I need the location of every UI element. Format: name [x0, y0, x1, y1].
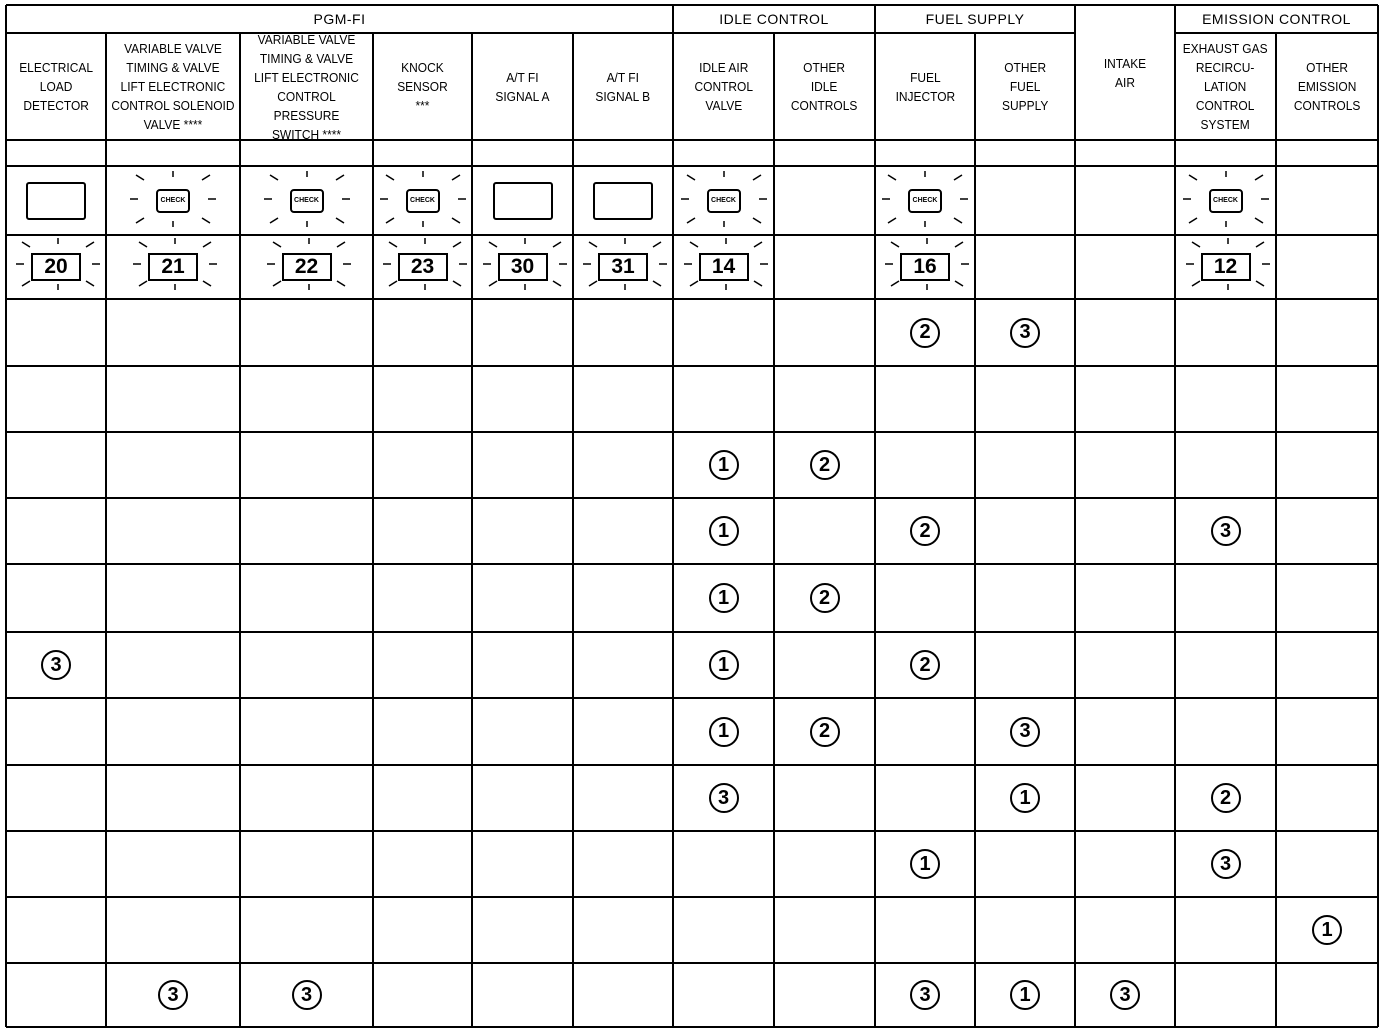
- priority-marker: [1211, 516, 1241, 546]
- mil-cell: [6, 166, 106, 235]
- blink-code-box: [498, 253, 548, 281]
- mil-cell: [1276, 166, 1378, 235]
- priority-marker: [910, 318, 940, 348]
- priority-marker: [1010, 783, 1040, 813]
- priority-number: 1: [919, 852, 931, 875]
- priority-cell: [673, 564, 774, 632]
- priority-marker: [910, 650, 940, 680]
- priority-marker: [910, 980, 940, 1010]
- column-title: IDLE AIR CONTROL VALVE: [694, 60, 753, 113]
- check-label: CHECK: [410, 197, 435, 204]
- blink-code-number: 22: [294, 255, 319, 278]
- code-cell: [6, 235, 106, 299]
- column-header: [673, 33, 774, 140]
- blink-code-box: [282, 253, 332, 281]
- priority-cell: [240, 963, 373, 1027]
- priority-marker: [1211, 783, 1241, 813]
- mil-cell: [875, 166, 975, 235]
- mil-cell: [1075, 166, 1175, 235]
- code-cell: [1075, 235, 1175, 299]
- priority-marker: [1211, 849, 1241, 879]
- priority-cell: [1175, 831, 1276, 897]
- priority-cell: [106, 963, 240, 1027]
- priority-cell: [875, 831, 975, 897]
- grid-line: [6, 365, 1378, 367]
- priority-number: 2: [919, 653, 931, 676]
- priority-marker: [810, 450, 840, 480]
- grid-line: [5, 5, 7, 1027]
- mil-cell: [1175, 166, 1276, 235]
- priority-number: 2: [919, 321, 931, 343]
- priority-number: 1: [717, 519, 730, 542]
- priority-cell: [1175, 765, 1276, 831]
- column-title: OTHER EMISSION CONTROLS: [1293, 60, 1361, 113]
- priority-marker: [1010, 980, 1040, 1010]
- priority-number: 3: [1219, 519, 1232, 542]
- mil-cell: [373, 166, 472, 235]
- code-cell: [573, 235, 673, 299]
- mil-cell: [573, 166, 673, 235]
- column-title: FUEL INJECTOR: [895, 69, 955, 104]
- blink-code-box: [699, 253, 749, 281]
- column-title: OTHER IDLE CONTROLS: [791, 60, 858, 113]
- code-cell: [373, 235, 472, 299]
- priority-number: 2: [919, 519, 931, 542]
- blink-code-box: [1201, 253, 1251, 281]
- code-cell: [1175, 235, 1276, 299]
- blink-code-number: 31: [611, 255, 635, 278]
- priority-cell: [673, 432, 774, 498]
- blink-code-number: 21: [161, 255, 185, 278]
- priority-cell: [1276, 897, 1378, 963]
- priority-cell: [975, 698, 1075, 765]
- blink-code-number: 12: [1213, 255, 1238, 278]
- blink-code-number: 23: [410, 255, 435, 278]
- check-engine-icon: [278, 185, 336, 217]
- priority-number: 2: [818, 720, 831, 742]
- column-title: ELECTRICAL LOAD DETECTOR: [19, 60, 93, 113]
- column-header: [875, 33, 975, 140]
- check-engine-icon: [1197, 185, 1255, 217]
- check-label: CHECK: [160, 197, 186, 204]
- priority-marker: [709, 583, 739, 613]
- column-title: A/T FI SIGNAL B: [595, 69, 651, 104]
- column-header: [573, 33, 673, 140]
- code-cell: [106, 235, 240, 299]
- priority-marker: [709, 650, 739, 680]
- group-header-emis: EMISSION CONTROL: [1202, 11, 1351, 27]
- code-cell: [975, 235, 1075, 299]
- column-title: KNOCK SENSOR ***: [397, 60, 448, 113]
- priority-marker: [910, 516, 940, 546]
- blink-code-number: 20: [44, 255, 68, 278]
- engine-outline-icon: [707, 189, 741, 213]
- code-cell: [673, 235, 774, 299]
- priority-marker: [709, 717, 739, 747]
- priority-cell: [774, 698, 875, 765]
- code-cell: [240, 235, 373, 299]
- priority-marker: [1010, 717, 1040, 747]
- priority-number: 3: [919, 983, 931, 1006]
- column-header: [1276, 33, 1378, 140]
- priority-number: 3: [1019, 720, 1031, 742]
- column-title: VARIABLE VALVE TIMING & VALVE LIFT ELECTRONIC CONTROL SOLENOID VALVE ****: [111, 41, 235, 132]
- column-header: [240, 33, 373, 140]
- check-label: CHECK: [711, 197, 736, 204]
- engine-outline-icon: [156, 189, 190, 213]
- priority-cell: [673, 698, 774, 765]
- group-header-fuel: FUEL SUPPLY: [925, 11, 1025, 27]
- column-header: [6, 33, 106, 140]
- priority-cell: [673, 632, 774, 698]
- group-header-pgm: PGM-FI: [313, 11, 366, 27]
- priority-number: 1: [717, 653, 730, 676]
- blink-code-box: [598, 253, 648, 281]
- priority-number: 1: [1019, 786, 1031, 809]
- priority-cell: [1175, 498, 1276, 564]
- priority-cell: [875, 498, 975, 564]
- check-label: CHECK: [1213, 197, 1238, 204]
- priority-marker: [292, 980, 322, 1010]
- priority-number: 2: [1219, 786, 1232, 809]
- mil-cell: [240, 166, 373, 235]
- priority-cell: [6, 632, 106, 698]
- engine-outline-icon: [908, 189, 942, 213]
- column-header: [1175, 33, 1276, 140]
- check-label: CHECK: [912, 197, 938, 204]
- priority-number: 1: [717, 720, 730, 742]
- blink-code-number: 14: [711, 255, 736, 278]
- engine-outline-icon: [290, 189, 324, 213]
- priority-number: 1: [717, 586, 730, 609]
- priority-number: 3: [300, 983, 313, 1006]
- column-header: [975, 33, 1075, 140]
- priority-cell: [774, 564, 875, 632]
- check-label: CHECK: [294, 197, 319, 204]
- check-engine-icon: [896, 185, 954, 217]
- priority-marker: [709, 450, 739, 480]
- priority-number: 3: [1119, 983, 1131, 1006]
- priority-number: 3: [717, 786, 730, 809]
- priority-cell: [975, 299, 1075, 366]
- column-title: OTHER FUEL SUPPLY: [1001, 60, 1049, 113]
- priority-marker: [1110, 980, 1140, 1010]
- column-header: [774, 33, 875, 140]
- grid-line: [1377, 5, 1379, 1027]
- mil-off-box-icon: [493, 182, 553, 220]
- priority-marker: [709, 516, 739, 546]
- priority-marker: [709, 783, 739, 813]
- priority-cell: [875, 963, 975, 1027]
- column-header: [106, 33, 240, 140]
- column-title: A/T FI SIGNAL A: [495, 69, 550, 104]
- mil-cell: [106, 166, 240, 235]
- mil-cell: [673, 166, 774, 235]
- check-engine-icon: [695, 185, 753, 217]
- code-cell: [1276, 235, 1378, 299]
- mil-off-box-icon: [593, 182, 653, 220]
- priority-cell: [975, 765, 1075, 831]
- grid-line: [6, 896, 1378, 898]
- priority-number: 2: [818, 586, 831, 609]
- priority-cell: [673, 765, 774, 831]
- column-header: [373, 33, 472, 140]
- priority-number: 1: [717, 453, 730, 476]
- code-cell: [472, 235, 573, 299]
- priority-cell: [875, 299, 975, 366]
- blink-code-number: 16: [913, 255, 937, 278]
- check-engine-icon: [144, 185, 202, 217]
- priority-cell: [1075, 963, 1175, 1027]
- priority-marker: [158, 980, 188, 1010]
- mil-cell: [774, 166, 875, 235]
- priority-cell: [875, 632, 975, 698]
- priority-number: 3: [167, 983, 179, 1006]
- group-header-idle: IDLE CONTROL: [719, 11, 829, 27]
- mil-cell: [472, 166, 573, 235]
- column-header: [1075, 5, 1175, 140]
- column-title: EXHAUST GAS RECIRCU- LATION CONTROL SYSTEM: [1183, 41, 1268, 132]
- mil-off-box-icon: [26, 182, 86, 220]
- priority-cell: [975, 963, 1075, 1027]
- check-engine-icon: [394, 185, 452, 217]
- priority-number: 3: [50, 653, 62, 676]
- blink-code-number: 30: [510, 255, 535, 278]
- blink-code-box: [900, 253, 950, 281]
- blink-code-box: [148, 253, 198, 281]
- code-cell: [875, 235, 975, 299]
- code-cell: [774, 235, 875, 299]
- priority-number: 2: [818, 453, 831, 476]
- priority-cell: [673, 498, 774, 564]
- priority-marker: [810, 583, 840, 613]
- priority-number: 3: [1219, 852, 1232, 875]
- engine-outline-icon: [1209, 189, 1243, 213]
- priority-cell: [774, 432, 875, 498]
- column-header: [472, 33, 573, 140]
- priority-number: 1: [1321, 918, 1333, 941]
- priority-marker: [810, 717, 840, 747]
- priority-marker: [1312, 915, 1342, 945]
- blink-code-box: [31, 253, 81, 281]
- priority-marker: [910, 849, 940, 879]
- priority-marker: [1010, 318, 1040, 348]
- column-title: INTAKE AIR: [1103, 55, 1147, 90]
- mil-cell: [975, 166, 1075, 235]
- priority-number: 1: [1019, 983, 1031, 1006]
- column-title: VARIABLE VALVE TIMING & VALVE LIFT ELECTRONIC CONTROL PRESSURE SWITCH ****: [254, 31, 359, 142]
- blink-code-box: [398, 253, 448, 281]
- priority-marker: [41, 650, 71, 680]
- priority-number: 3: [1019, 321, 1031, 343]
- grid-line: [1074, 5, 1076, 1027]
- engine-outline-icon: [406, 189, 440, 213]
